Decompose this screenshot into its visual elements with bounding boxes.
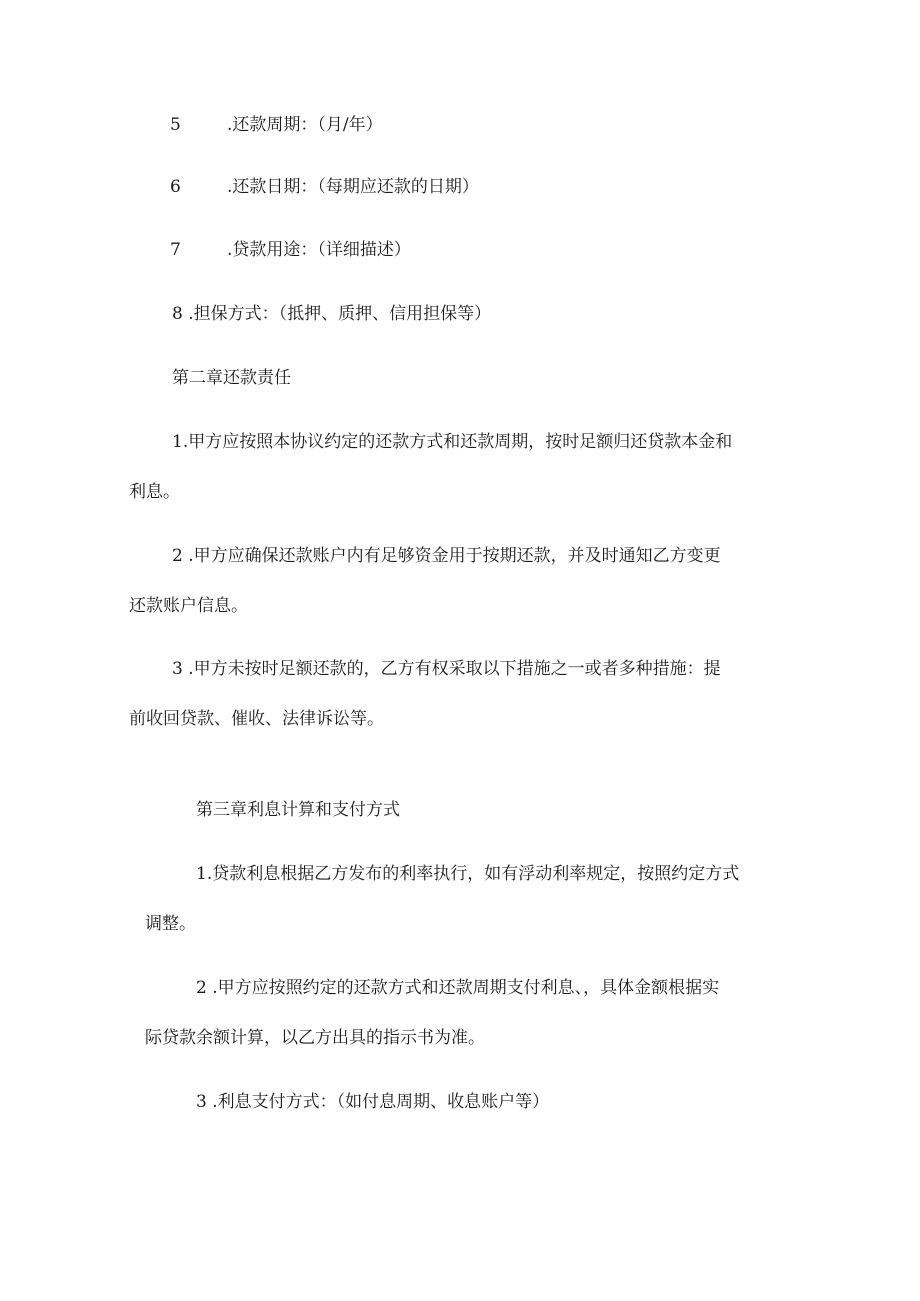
item-text: .还款周期：（月/年） [227,115,383,135]
list-item-8: 8 .担保方式：（抵押、质押、信用担保等） [172,304,492,324]
chapter-2-paragraph-2-line-2: 还款账户信息。 [129,596,248,616]
item-number: 5 [170,115,181,135]
list-item-6 [170,175,479,199]
list-item-5 [170,113,383,137]
chapter-2-paragraph-3-line-2: 前收回贷款、催收、法律诉讼等。 [129,709,384,729]
chapter-3-paragraph-2-line-2: 际贷款余额计算，以乙方出具的指示书为准。 [145,1028,485,1048]
chapter-3-paragraph-1-line-2: 调整。 [145,914,196,934]
item-number: 7 [170,240,181,260]
item-text: .还款日期：（每期应还款的日期） [227,177,479,197]
chapter-2-paragraph-2-line-1: 2 .甲方应确保还款账户内有足够资金用于按期还款，并及时通知乙方变更 [172,546,721,566]
item-text: .贷款用途：（详细描述） [227,240,411,260]
chapter-3-paragraph-2-line-1: 2 .甲方应按照约定的还款方式和还款周期支付利息、，具体金额根据实 [196,978,720,998]
chapter-2-title: 第二章还款责任 [172,368,291,388]
chapter-2-paragraph-1-line-2: 利息。 [129,482,180,502]
chapter-3-paragraph-3-line-1: 3 .利息支付方式：（如付息周期、收息账户等） [196,1092,550,1112]
list-item-7 [170,238,411,262]
chapter-2-paragraph-3-line-1: 3 .甲方未按时足额还款的，乙方有权采取以下措施之一或者多种措施：提 [172,659,721,679]
chapter-3-paragraph-1-line-1: 1.贷款利息根据乙方发布的利率执行，如有浮动利率规定，按照约定方式 [196,864,740,884]
chapter-2-paragraph-1-line-1: 1.甲方应按照本协议约定的还款方式和还款周期，按时足额归还贷款本金和 [172,432,733,452]
item-number: 6 [170,177,181,197]
chapter-3-title: 第三章利息计算和支付方式 [196,800,400,820]
